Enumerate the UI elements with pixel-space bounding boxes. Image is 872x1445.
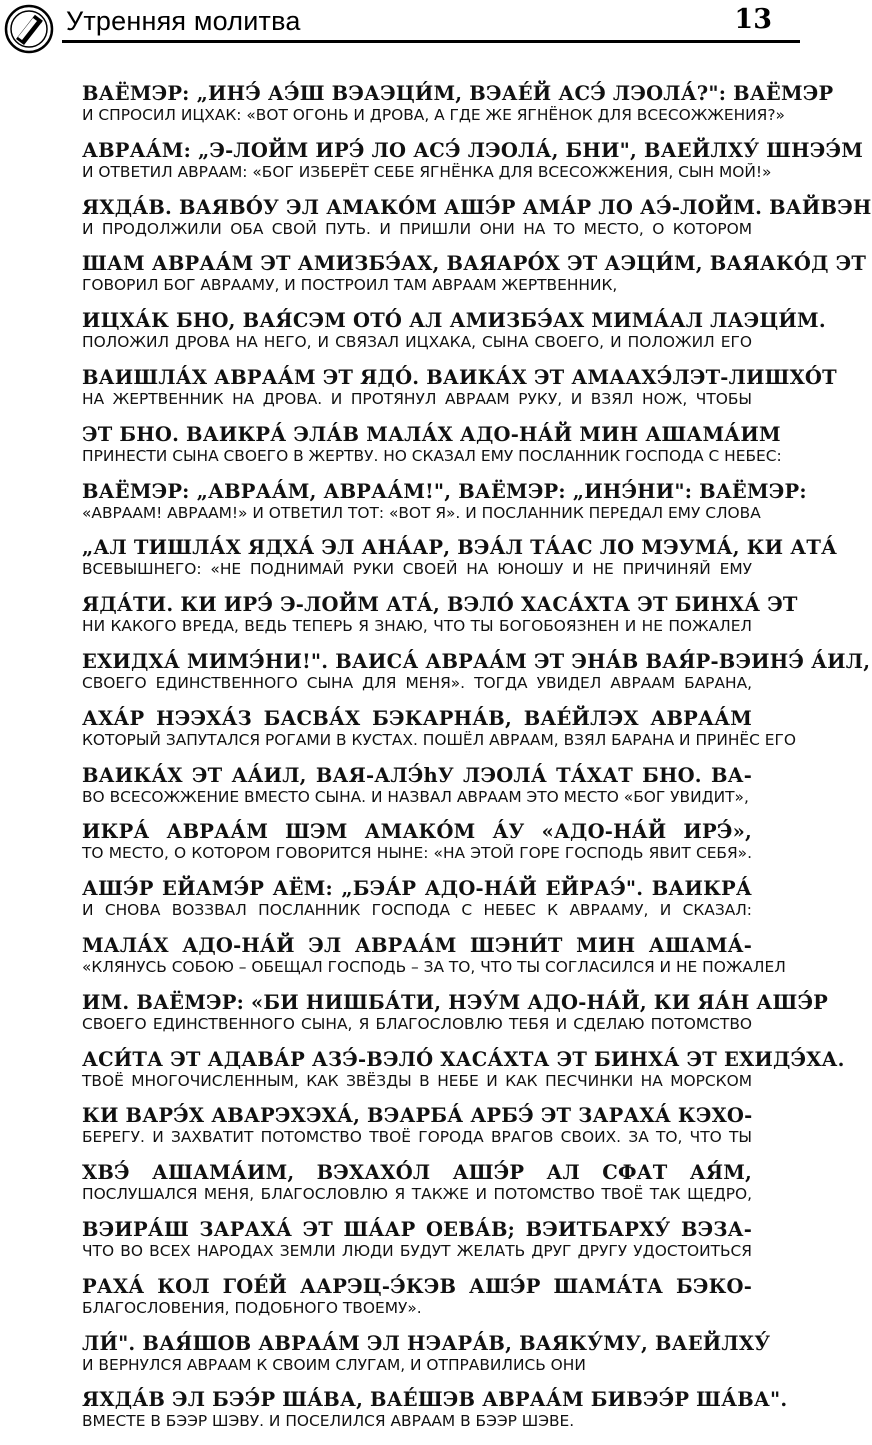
transliteration-line: ВАИШЛА́Х АВРАА́М ЭТ ЯДО́. ВАИКА́Х ЭТ АМААХЭ́ЛЭТ-ЛИШХО́Т xyxy=(82,365,837,389)
translation-line: И ПРОДОЛЖИЛИ ОБА СВОЙ ПУТЬ. И ПРИШЛИ ОНИ НА ТО МЕСТО, О КОТОРОМ xyxy=(82,219,752,238)
transliteration-line: ИМ. ВАЁМЭР: «БИ НИШБА́ТИ, НЭУ́М АДО-НА́Й, КИ ЯА́Н АШЭ́Р xyxy=(82,990,829,1014)
verse-pair xyxy=(82,649,871,692)
translation-line: ПРИНЕСТИ СЫНА СВОЕГО В ЖЕРТВУ. НО СКАЗАЛ ЕМУ ПОСЛАННИК ГОСПОДА С НЕБЕС: xyxy=(82,446,782,465)
verse-pair xyxy=(82,1275,752,1317)
transliteration-line: ЭТ БНО. ВАИКРА́ ЭЛА́В МАЛА́Х АДО-НА́Й МИН АШАМА́ИМ xyxy=(82,422,781,446)
verse-pair xyxy=(82,252,867,295)
translation-line: ТВОЁ МНОГОЧИСЛЕННЫМ, КАК ЗВЁЗДЫ В НЕБЕ И КАК ПЕСЧИНКИ НА МОРСКОМ xyxy=(82,1071,752,1090)
translation-line: ГОВОРИЛ БОГ АВРААМУ, И ПОСТРОИЛ ТАМ АВРААМ ЖЕРТВЕННИК, xyxy=(82,276,618,295)
verse-pair xyxy=(82,877,752,919)
transliteration-line: ВАЁМЭР: „ИНЭ́ АЭ́Ш ВЭАЭЦИ́М, ВЭАЕ́Й АСЭ́ ЛЭОЛА́?": ВАЁМЭР xyxy=(82,82,834,105)
transliteration-line: РАХА́ КОЛ ГОЕ́Й ААРЭЦ-Э́КЭВ АШЭ́Р ШАМА́ТА БЭКО- xyxy=(82,1274,752,1298)
transliteration-line: ЯДА́ТИ. КИ ИРЭ́ Э-ЛОЙМ АТА́, ВЭЛО́ ХАСА́ХТА ЭТ БИНХА́ ЭТ xyxy=(82,593,798,617)
transliteration-line: МАЛА́Х АДО-НА́Й ЭЛ АВРАА́М ШЭНИ́Т МИН АШАМА́- xyxy=(82,933,752,957)
translation-line: БЛАГОСЛОВЕНИЯ, ПОДОБНОГО ТВОЕМУ». xyxy=(82,1298,422,1317)
verse-pair xyxy=(82,820,752,862)
translation-line: «АВРААМ! АВРААМ!» И ОТВЕТИЛ ТОТ: «ВОТ Я». И ПОСЛАННИК ПЕРЕДАЛ ЕМУ СЛОВА xyxy=(82,503,761,522)
transliteration-line: КИ ВАРЭ́Х АВАРЭХЭХА́, ВЭАРБА́ АРБЭ́ ЭТ ЗАРАХА́ КЭХО- xyxy=(82,1104,753,1128)
verse-pair xyxy=(82,933,786,976)
translation-line: СВОЕГО ЕДИНСТВЕННОГО СЫНА, Я БЛАГОСЛОВЛЮ ТЕБЯ И СДЕЛАЮ ПОТОМСТВО xyxy=(82,1014,752,1033)
translation-line: ВМЕСТЕ В БЭЭР ШЭВУ. И ПОСЕЛИЛСЯ АВРААМ В БЭЭР ШЭВЕ. xyxy=(82,1412,575,1431)
translation-line: И СПРОСИЛ ИЦХАК: «ВОТ ОГОНЬ И ДРОВА, А ГДЕ ЖЕ ЯГНЁНОК ДЛЯ ВСЕСОЖЖЕНИЯ?» xyxy=(82,106,785,124)
transliteration-line: ЛИ́". ВАЯ́ШОВ АВРАА́М ЭЛ НЭАРА́В, ВАЯКУ́МУ, ВАЕЙЛХУ́ xyxy=(82,1331,771,1355)
translation-line: ТО МЕСТО, О КОТОРОМ ГОВОРИТСЯ НЫНЕ: «НА ЭТОЙ ГОРЕ ГОСПОДЬ ЯВИТ СЕБЯ». xyxy=(82,844,752,863)
verse-pair xyxy=(82,990,829,1033)
transliteration-line: ВАИКА́Х ЭТ АА́ИЛ, ВАЯ-АЛЭ́hУ ЛЭОЛА́ ТА́ХАТ БНО. ВА- xyxy=(82,763,752,787)
verse-pair xyxy=(82,536,838,579)
transliteration-line: АШЭ́Р ЕЙАМЭ́Р АЁМ: „БЭА́Р АДО-НА́Й ЕЙРАЭ́". ВАИКРА́ xyxy=(82,877,752,901)
translation-line: И СНОВА ВОЗЗВАЛ ПОСЛАННИК ГОСПОДА С НЕБЕС К АВРААМУ, И СКАЗАЛ: xyxy=(82,901,752,920)
translation-line: КОТОРЫЙ ЗАПУТАЛСЯ РОГАМИ В КУСТАХ. ПОШЁЛ АВРААМ, ВЗЯЛ БАРАНА И ПРИНЁС ЕГО xyxy=(82,730,796,749)
transliteration-line: ИЦХА́К БНО, ВАЯ́СЭМ ОТО́ АЛ АМИЗБЭ́АХ МИМА́АЛ ЛАЭЦИ́М. xyxy=(82,309,826,333)
transliteration-line: ВАЁМЭР: „АВРАА́М, АВРАА́М!", ВАЁМЭР: „ИНЭ́НИ": ВАЁМЭР: xyxy=(82,479,807,503)
translation-line: ЧТО ВО ВСЕХ НАРОДАХ ЗЕМЛИ ЛЮДИ БУДУТ ЖЕЛАТЬ ДРУГ ДРУГУ УДОСТОИТЬСЯ xyxy=(82,1241,752,1260)
torah-scroll-logo-icon xyxy=(4,4,54,54)
verse-pair xyxy=(82,1161,752,1203)
verse-pair xyxy=(82,138,864,181)
verse-pair xyxy=(82,1388,788,1431)
verse-pair xyxy=(82,479,807,522)
translation-line: ПОЛОЖИЛ ДРОВА НА НЕГО, И СВЯЗАЛ ИЦХАКА, СЫНА СВОЕГО, И ПОЛОЖИЛ ЕГО xyxy=(82,333,752,352)
header-rule xyxy=(62,40,800,43)
running-title: Утренняя молитва xyxy=(66,6,301,36)
verse-pair xyxy=(82,82,834,124)
transliteration-line: ХВЭ́ АШАМА́ИМ, ВЭХАХО́Л АШЭ́Р АЛ СФАТ АЯ́М, xyxy=(82,1161,752,1185)
transliteration-line: ВЭИРА́Ш ЗАРАХА́ ЭТ ША́АР ОЕВА́В; ВЭИТБАРХУ́ ВЭЗА- xyxy=(82,1217,752,1241)
transliteration-line: АВРАА́М: „Э-ЛОЙМ ИРЭ́ ЛО АСЭ́ ЛЭОЛА́, БНИ", ВАЕЙЛХУ́ ШНЭЭ́М xyxy=(82,138,864,162)
translation-line: ПОСЛУШАЛСЯ МЕНЯ, БЛАГОСЛОВЛЮ Я ТАКЖЕ И ПОТОМСТВО ТВОЁ ТАК ЩЕДРО, xyxy=(82,1185,752,1204)
transliteration-line: ЯХДА́В ЭЛ БЭЭ́Р ША́ВА, ВАЕ́ШЭВ АВРАА́М БИВЭЭ́Р ША́ВА". xyxy=(82,1388,788,1412)
transliteration-line: ШАМ АВРАА́М ЭТ АМИЗБЭ́АХ, ВАЯАРО́Х ЭТ АЭЦИ́М, ВАЯАКО́Д ЭТ xyxy=(82,252,867,276)
verse-pair xyxy=(82,593,798,636)
translation-line: И ВЕРНУЛСЯ АВРААМ К СВОИМ СЛУГАМ, И ОТПРАВИЛИСЬ ОНИ xyxy=(82,1355,586,1374)
transliteration-line: ЯХДА́В. ВАЯВО́У ЭЛ АМАКО́М АШЭ́Р АМА́Р ЛО АЭ́-ЛОЙМ. ВАЙВЭН xyxy=(82,195,872,219)
page-header xyxy=(0,0,800,56)
verse-pair xyxy=(82,1047,845,1090)
translation-line: НА ЖЕРТВЕННИК НА ДРОВА. И ПРОТЯНУЛ АВРААМ РУКУ, И ВЗЯЛ НОЖ, ЧТОБЫ xyxy=(82,389,752,408)
translation-line: СВОЕГО ЕДИНСТВЕННОГО СЫНА ДЛЯ МЕНЯ». ТОГДА УВИДЕЛ АВРААМ БАРАНА, xyxy=(82,673,752,692)
verse-pair xyxy=(82,195,872,238)
verse-pair xyxy=(82,706,796,749)
verse-pair xyxy=(82,1331,771,1374)
verse-pair xyxy=(82,365,837,408)
translation-line: ВО ВСЕСОЖЖЕНИЕ ВМЕСТО СЫНА. И НАЗВАЛ АВРААМ ЭТО МЕСТО «БОГ УВИДИТ», xyxy=(82,787,749,806)
translation-line: И ОТВЕТИЛ АВРААМ: «БОГ ИЗБЕРЁТ СЕБЕ ЯГНЁНКА ДЛЯ ВСЕСОЖЖЕНИЯ, СЫН МОЙ!» xyxy=(82,162,772,181)
translation-line: ВСЕВЫШНЕГО: «НЕ ПОДНИМАЙ РУКИ СВОЕЙ НА ЮНОШУ И НЕ ПРИЧИНЯЙ ЕМУ xyxy=(82,560,752,579)
translation-line: «КЛЯНУСЬ СОБОЮ – ОБЕЩАЛ ГОСПОДЬ – ЗА ТО, ЧТО ТЫ СОГЛАСИЛСЯ И НЕ ПОЖАЛЕЛ xyxy=(82,957,786,976)
transliteration-line: АСИ́ТА ЭТ АДАВА́Р АЗЭ́-ВЭЛО́ ХАСА́ХТА ЭТ БИНХА́ ЭТ ЕХИДЭ́ХА. xyxy=(82,1047,845,1071)
verse-pair xyxy=(82,1218,752,1260)
page-number: 13 xyxy=(734,4,772,35)
verse-pair xyxy=(82,1104,752,1146)
verse-pair xyxy=(82,764,752,806)
verse-pair xyxy=(82,309,826,352)
transliteration-line: ИКРА́ АВРАА́М ШЭМ АМАКО́М А́У «АДО-НА́Й ИРЭ́», xyxy=(82,820,752,844)
verse-pair xyxy=(82,422,782,465)
transliteration-line: АХА́Р НЭЭХА́З БАСВА́Х БЭКАРНА́В, ВАЕ́ЙЛЭХ АВРАА́М xyxy=(82,706,752,730)
prayer-text xyxy=(82,82,872,1445)
translation-line: НИ КАКОГО ВРЕДА, ВЕДЬ ТЕПЕРЬ Я ЗНАЮ, ЧТО ТЫ БОГОБОЯЗНЕН И НЕ ПОЖАЛЕЛ xyxy=(82,617,752,636)
transliteration-line: ЕХИДХА́ МИМЭ́НИ!". ВАИСА́ АВРАА́М ЭТ ЭНА́В ВАЯ́Р-ВЭИНЭ́ А́ИЛ, xyxy=(82,649,871,673)
translation-line: БЕРЕГУ. И ЗАХВАТИТ ПОТОМСТВО ТВОЁ ГОРОДА ВРАГОВ СВОИХ. ЗА ТО, ЧТО ТЫ xyxy=(82,1128,752,1147)
transliteration-line: „АЛ ТИШЛА́Х ЯДХА́ ЭЛ АНА́АР, ВЭА́Л ТА́АС ЛО МЭУМА́, КИ АТА́ xyxy=(82,536,838,560)
